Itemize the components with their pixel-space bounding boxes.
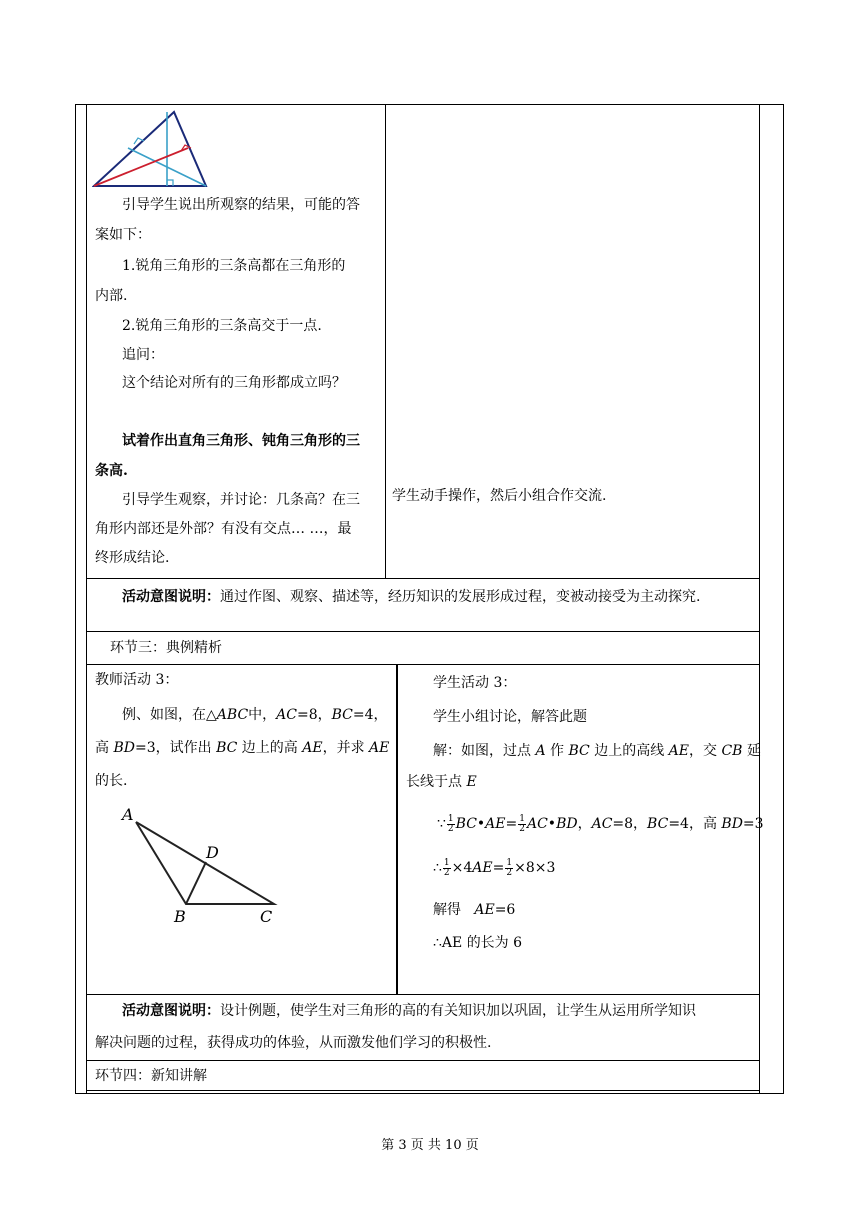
page-footer: 第 3 页 共 10 页 [381, 1138, 479, 1153]
section-two-line-2: 案如下： [95, 227, 151, 243]
intent-two-line-2: 解决问题的过程，获得成功的体验，从而激发他们学习的积极性. [95, 1035, 492, 1051]
intent-one [122, 587, 700, 607]
conclusion-line: ∴AE 的长为 6 [433, 935, 523, 951]
row-sep-1 [86, 578, 760, 579]
row-sep-4 [86, 994, 760, 995]
section-two-line-6: 追问： [122, 347, 164, 363]
teacher-example-line-2: 高 BD=3，试作出 BC 边上的高 AE，并求 AE [95, 740, 390, 756]
solution-line: 解得 AE=6 [433, 902, 516, 918]
top-border [75, 104, 784, 105]
guide-line-2: 角形内部还是外部？有没有交点… …，最 [95, 521, 352, 537]
equation-1: ∵ $\frac{1}{2}$ BC•AE= $\frac{1}{2}$ AC•BD，AC=8，BC=4，高 BD=3 [437, 813, 764, 834]
teacher-example-line-1: 例、如图，在△ABC中，AC=8，BC=4， [122, 707, 388, 723]
section-two-line-5: 2.锐角三角形的三条高交于一点. [122, 318, 322, 334]
guide-line-1: 引导学生观察，并讨论：几条高？在三 [122, 492, 360, 508]
intent-one-label: 活动意图说明： [122, 589, 220, 605]
section-two-line-7: 这个结论对所有的三角形都成立吗？ [122, 375, 346, 391]
bottom-border-inner [86, 1090, 760, 1091]
student-activity-title: 学生活动 3： [433, 675, 517, 691]
guide-line-3: 终形成结论. [95, 550, 170, 566]
bold-task-line-2: 条高. [95, 463, 128, 479]
row-sep-2 [86, 631, 760, 632]
inner-right-border [759, 104, 760, 1094]
column-divider-1 [385, 104, 386, 578]
intent-one-text: 通过作图、观察、描述等，经历知识的发展形成过程，变被动接受为主动探究. [220, 589, 701, 605]
label-c: C [260, 907, 273, 926]
intent-two-label: 活动意图说明： [122, 1003, 220, 1019]
teacher-example-line-3: 的长. [95, 773, 128, 789]
example-triangle-figure [118, 804, 288, 926]
section-two-line-3: 1.锐角三角形的三条高都在三角形的 [122, 258, 346, 274]
outer-right-border [783, 104, 784, 1094]
equation-2: ∴ $\frac{1}{2}$ ×4AE= $\frac{1}{2}$ ×8×3 [433, 857, 556, 878]
section-two-line-4: 内部. [95, 288, 128, 304]
student-activity-line-3: 长线于点 E [406, 774, 477, 790]
row-sep-5 [86, 1060, 760, 1061]
student-activity-text: 学生动手操作，然后小组合作交流. [392, 488, 607, 504]
column-divider-2 [396, 664, 398, 994]
stage-four-title: 环节四：新知讲解 [95, 1068, 207, 1084]
section-two-line-1: 引导学生说出所观察的结果，可能的答 [122, 197, 360, 213]
label-b: B [174, 907, 186, 926]
inner-left-border [86, 104, 87, 1094]
teacher-activity-title: 教师活动 3： [95, 672, 179, 688]
bottom-border [75, 1093, 784, 1094]
row-sep-3 [86, 664, 760, 665]
bold-task-line-1: 试着作出直角三角形、钝角三角形的三 [122, 433, 360, 449]
intent-two-line-1: 活动意图说明：设计例题，使学生对三角形的高的有关知识加以巩固，让学生从运用所学知识 [122, 1003, 696, 1019]
label-d: D [206, 843, 219, 862]
label-a: A [122, 805, 134, 824]
outer-left-border [75, 104, 76, 1094]
stage-three-title: 环节三：典例精析 [110, 640, 222, 656]
student-activity-line-2: 解：如图，过点 A 作 BC 边上的高线 AE，交 CB 延 [433, 743, 761, 759]
student-activity-line-1: 学生小组讨论，解答此题 [433, 709, 587, 725]
acute-triangle-figure [92, 108, 210, 192]
